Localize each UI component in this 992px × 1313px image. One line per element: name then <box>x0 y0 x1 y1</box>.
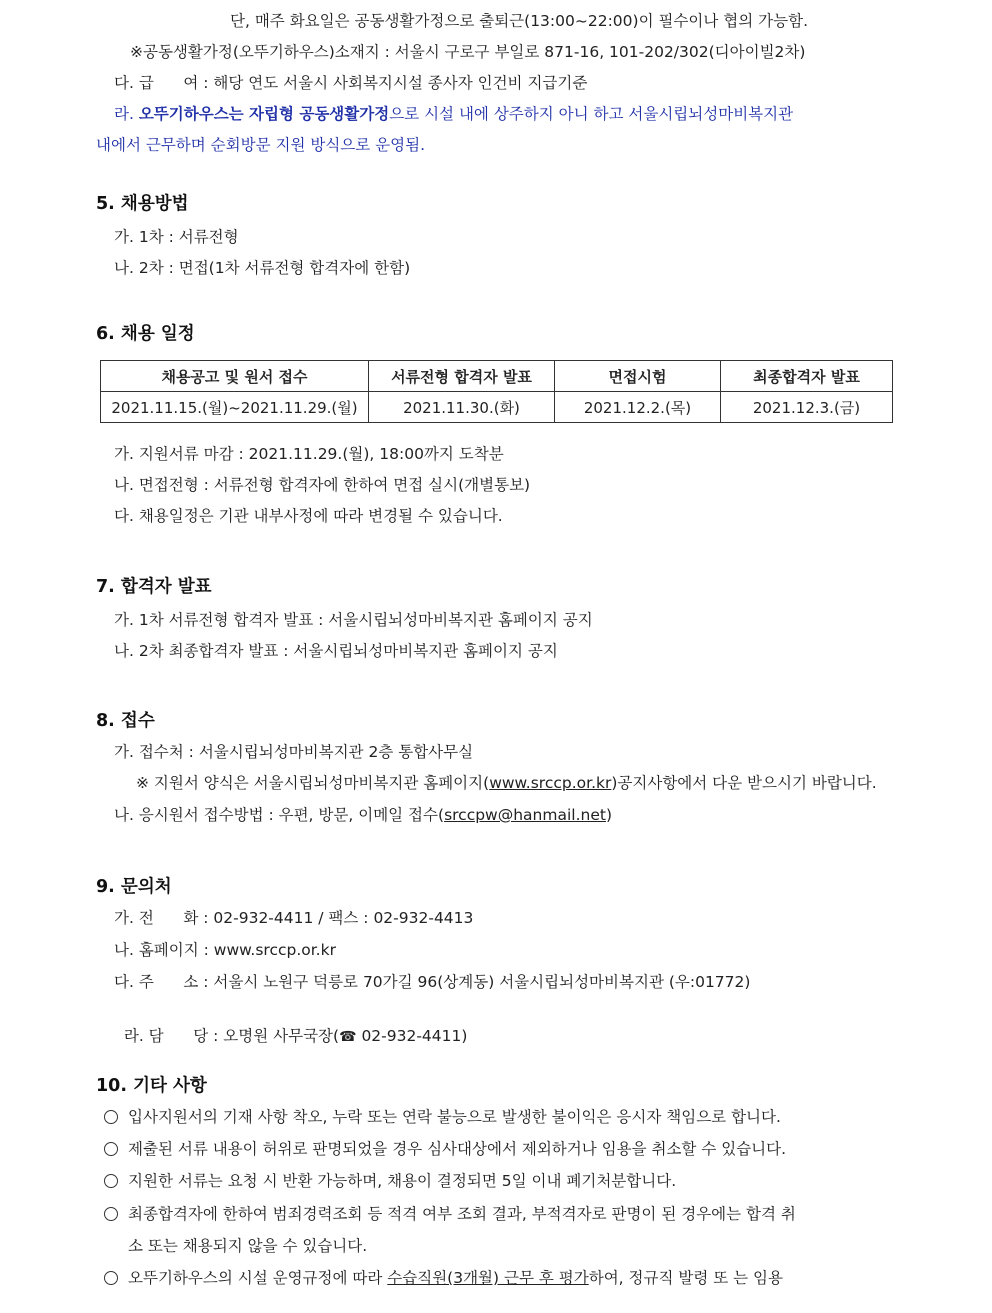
schedule-cell: 2021.11.30.(화) <box>369 392 555 423</box>
intro-line-1: 단, 매주 화요일은 공동생활가정으로 출퇴근(13:00~22:00)이 필수이나 협의 가능함. <box>230 12 809 30</box>
intro-line-2: ※공동생활가정(오뚜기하우스)소재지 : 서울시 구로구 부일로 871-16, 101-202/302(디아이빌2차) <box>130 43 806 61</box>
circle-bullet-icon <box>104 1142 118 1156</box>
sec8-note-suffix: )공지사항에서 다운 받으시기 바랍니다. <box>611 774 877 792</box>
sec8-item-2 <box>114 804 612 826</box>
circle-bullet-icon <box>104 1271 118 1285</box>
section-6-title: 6. 채용 일정 <box>96 324 195 344</box>
sec10-item-5-prefix: 오뚜기하우스의 시설 운영규정에 따라 <box>128 1269 388 1287</box>
intro-line-4 <box>114 103 793 125</box>
sec10-item-4: 최종합격자에 한하여 범죄경력조회 등 적격 여부 조회 결과, 부적격자로 판명이 된 경우에는 합격 취 <box>128 1205 796 1223</box>
section-5-title: 5. 채용방법 <box>96 194 189 214</box>
sec10-item-2: 제출된 서류 내용이 허위로 판명되었을 경우 심사대상에서 제외하거나 임용을 취소할 수 있습니다. <box>128 1140 787 1158</box>
list-item <box>104 1138 786 1160</box>
sec10-item-5-suffix: 하여, 정규직 발령 또 는 임용 <box>588 1269 784 1287</box>
schedule-row <box>101 392 893 423</box>
section-9-title: 9. 문의처 <box>96 877 172 897</box>
sec9-phone: 가. 전 화 : 02-932-4411 / 팩스 : 02-932-4413 <box>114 909 474 927</box>
schedule-header: 서류전형 합격자 발표 <box>369 361 555 392</box>
sec8-item-1: 가. 접수처 : 서울시립뇌성마비복지관 2층 통합사무실 <box>114 743 474 761</box>
list-item <box>104 1267 783 1289</box>
circle-bullet-icon <box>104 1207 118 1221</box>
schedule-header: 채용공고 및 원서 접수 <box>101 361 369 392</box>
section-8-title: 8. 접수 <box>96 711 155 731</box>
sec6-item-3: 다. 채용일정은 기관 내부사정에 따라 변경될 수 있습니다. <box>114 507 503 525</box>
sec5-item-2: 나. 2차 : 면접(1차 서류전형 합격자에 한함) <box>114 259 411 277</box>
schedule-cell: 2021.11.15.(월)~2021.11.29.(월) <box>101 392 369 423</box>
list-item <box>104 1170 676 1192</box>
sec10-item-1: 입사지원서의 기재 사항 착오, 누락 또는 연락 불능으로 발생한 불이익은 응시자 책임으로 합니다. <box>128 1108 781 1126</box>
schedule-table <box>100 360 893 423</box>
sec9-contact-prefix: 라. 담 당 : 오명원 사무국장( <box>123 1027 340 1045</box>
sec10-item-3: 지원한 서류는 요청 시 반환 가능하며, 채용이 결정되면 5일 이내 폐기처분합니다. <box>128 1172 677 1190</box>
sec9-contact <box>114 1003 467 1048</box>
sec9-homepage: 나. 홈페이지 : www.srccp.or.kr <box>114 941 336 959</box>
circle-bullet-icon <box>104 1174 118 1188</box>
sec6-item-2: 나. 면접전형 : 서류전형 합격자에 한하여 면접 실시(개별통보) <box>114 476 531 494</box>
schedule-cell: 2021.12.2.(목) <box>555 392 721 423</box>
homepage-link[interactable]: www.srccp.or.kr <box>489 774 612 792</box>
telephone-icon: ☎ <box>339 1029 357 1045</box>
intro-line-3: 다. 급 여 : 해당 연도 서울시 사회복지시설 종사자 인건비 지급기준 <box>114 74 588 92</box>
schedule-header: 면접시험 <box>555 361 721 392</box>
sec7-item-2: 나. 2차 최종합격자 발표 : 서울시립뇌성마비복지관 홈페이지 공지 <box>114 642 558 660</box>
sec5-item-1: 가. 1차 : 서류전형 <box>114 228 239 246</box>
email-link[interactable]: srccpw@hanmail.net <box>444 806 606 824</box>
sec6-item-1: 가. 지원서류 마감 : 2021.11.29.(월), 18:00까지 도착분 <box>114 445 504 463</box>
sec8-item-2-suffix: ) <box>605 806 613 824</box>
sec9-address: 다. 주 소 : 서울시 노원구 덕릉로 70가길 96(상계동) 서울시립뇌성마비복지관 (우:01772) <box>114 973 751 991</box>
sec7-item-1: 가. 1차 서류전형 합격자 발표 : 서울시립뇌성마비복지관 홈페이지 공지 <box>114 611 593 629</box>
intro-line-4-prefix: 라. <box>114 105 139 123</box>
sec9-contact-suffix: 02-932-4411) <box>356 1027 468 1045</box>
section-10-title: 10. 기타 사항 <box>96 1076 207 1096</box>
intro-line-4-rest: 으로 시설 내에 상주하지 아니 하고 서울시립뇌성마비복지관 <box>389 105 794 123</box>
schedule-cell: 2021.12.3.(금) <box>721 392 893 423</box>
list-item <box>104 1203 796 1225</box>
list-item <box>104 1106 781 1128</box>
sec10-item-5-underlined: 수습직원(3개월) 근무 후 평가 <box>387 1269 589 1287</box>
section-7-title: 7. 합격자 발표 <box>96 577 212 597</box>
sec8-note <box>136 772 877 794</box>
sec8-note-prefix: ※ 지원서 양식은 서울시립뇌성마비복지관 홈페이지( <box>136 774 490 792</box>
schedule-header-row <box>101 361 893 392</box>
sec8-item-2-prefix: 나. 응시원서 접수방법 : 우편, 방문, 이메일 접수( <box>114 806 445 824</box>
circle-bullet-icon <box>104 1110 118 1124</box>
schedule-header: 최종합격자 발표 <box>721 361 893 392</box>
intro-line-4-bold: 오뚜기하우스는 자립형 공동생활가정 <box>138 105 390 123</box>
sec10-item-4-cont: 소 또는 채용되지 않을 수 있습니다. <box>128 1237 368 1255</box>
intro-line-5: 내에서 근무하며 순회방문 지원 방식으로 운영됨. <box>96 136 426 154</box>
